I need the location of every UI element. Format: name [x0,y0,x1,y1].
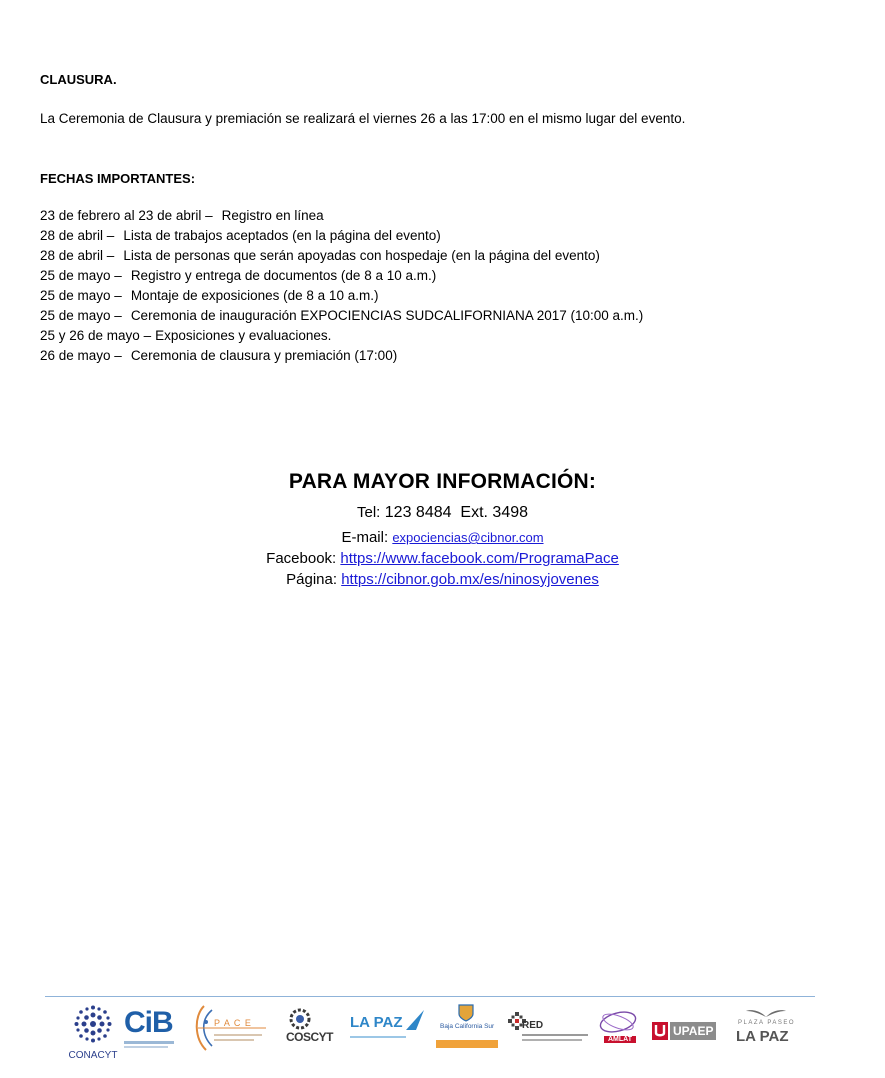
list-item [40,226,643,246]
date-label: 28 de abril – [40,228,115,243]
list-item [40,286,643,306]
date-label: 23 de febrero al 23 de abril – [40,208,213,223]
date-event: Registro en línea [221,208,324,223]
cib-logo [124,1008,186,1052]
coscyt-label [286,1028,333,1045]
info-title: PARA MAYOR INFORMACIÓN: [288,470,597,493]
red-logo [508,1012,592,1052]
upaep-u-icon [652,1022,668,1040]
conacyt-logo [68,1004,118,1062]
date-event: Ceremonia de inauguración EXPOCIENCIAS SUDCALIFORNIANA 2017 (10:00 a.m.) [130,308,644,323]
pace-logo [190,1002,272,1054]
date-label: 25 de mayo – [40,268,122,283]
date-label: 26 de mayo – [40,348,122,363]
email-label: E-mail: [341,529,389,546]
date-event: Montaje de exposiciones (de 8 a 10 a.m.) [130,288,379,303]
sponsor-logos [0,1002,885,1062]
list-item [40,346,643,366]
red-subtitle-line [522,1034,588,1036]
amlat-orbit-icon [596,1008,640,1038]
pace-subtitle-line [214,1034,262,1036]
pace-subtitle-line [214,1039,254,1041]
date-event: Lista de personas que serán apoyadas con hospedaje (en la página del evento) [123,248,600,263]
amlat-label: AMLAT [604,1036,636,1043]
plaza-paseo-logo [736,1008,796,1052]
list-item [40,246,643,266]
date-label: 25 de mayo – [40,308,122,323]
sail-icon [402,1008,428,1032]
clausura-heading: CLAUSURA. [40,72,117,87]
coscyt-text: COSCYT [286,1030,334,1044]
bcs-logo [436,1004,498,1052]
page-link[interactable]: https://cibnor.gob.mx/es/ninosyjovenes [341,571,599,588]
list-item [40,206,643,226]
cib-label: CiB [124,1006,173,1039]
upaep-logo [652,1022,722,1042]
list-item [40,306,643,326]
tel-label: Tel: [356,504,381,521]
date-label: 28 de abril – [40,248,115,263]
conacyt-label: CONACYT [68,1050,118,1061]
footer-divider [45,996,815,997]
cib-subtitle-line [124,1041,174,1044]
red-label: RED [522,1020,544,1031]
date-label: 25 de mayo – [40,288,122,303]
amlat-logo [596,1008,640,1048]
plaza-wing-icon [746,1008,786,1018]
important-dates-list [40,206,643,366]
list-item [40,326,643,346]
page-label: Página: [286,571,338,588]
facebook-line [0,548,885,569]
pace-label: P A C E [214,1018,252,1028]
date-label: 25 y 26 de mayo – [40,328,152,343]
fechas-heading: FECHAS IMPORTANTES: [40,171,196,186]
email-line [0,527,885,548]
lapaz-subtitle-line [350,1036,406,1038]
date-event: Registro y entrega de documentos (de 8 a 10 a.m.) [130,268,437,283]
conacyt-emblem-icon [68,1004,118,1044]
lapaz-logo [350,1014,430,1048]
plaza-lapaz-label: LA PAZ [736,1028,789,1045]
upaep-label: UPAEP [670,1022,716,1040]
cib-subtitle-line [124,1046,168,1048]
lapaz-label: LA PAZ [350,1014,403,1031]
coscyt-logo [286,1008,340,1050]
tel-line [0,502,885,523]
list-item [40,266,643,286]
pace-swirl-icon [190,1002,272,1054]
clausura-paragraph: La Ceremonia de Clausura y premiación se realizará el viernes 26 a las 17:00 en el mismo lugar del evento. [40,111,686,126]
date-event: Ceremonia de clausura y premiación (17:00) [130,348,398,363]
coscyt-gear-icon [288,1008,312,1030]
email-link[interactable]: expociencias@cibnor.com [392,530,544,545]
u-letter-icon [652,1022,668,1040]
red-subtitle-line [522,1039,582,1041]
bcs-label: Baja California Sur [440,1023,495,1030]
shield-icon [458,1004,474,1022]
plaza-paseo-label: PLAZA PASEO [738,1020,796,1026]
bcs-banner [436,1040,498,1048]
page-line [0,569,885,590]
date-event: Lista de trabajos aceptados (en la página del evento) [123,228,441,243]
facebook-link[interactable]: https://www.facebook.com/ProgramaPace [340,550,619,567]
date-event: Exposiciones y evaluaciones. [155,328,332,343]
facebook-label: Facebook: [266,550,337,567]
tel-value: 123 8484 Ext. 3498 [384,504,529,521]
